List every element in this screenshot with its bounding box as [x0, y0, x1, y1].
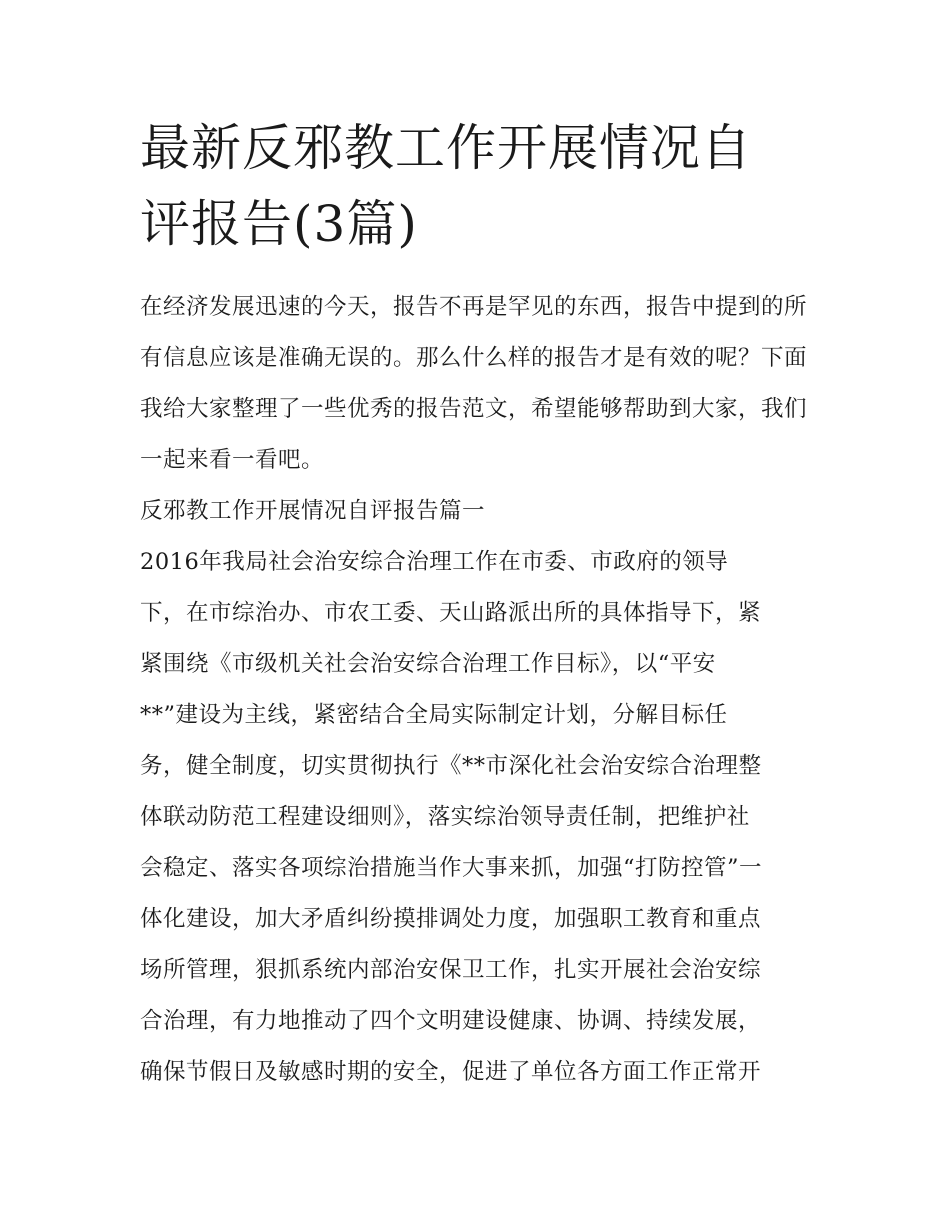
body-paragraph [140, 537, 820, 1098]
body-line: 体联动防范工程建设细则》，落实综治领导责任制，把维护社 [140, 804, 750, 830]
body-line: **”建设为主线，紧密结合全局实际制定计划，分解目标任 [140, 702, 728, 728]
body-line: 下，在市综治办、市农工委、天山路派出所的具体指导下，紧 [140, 600, 762, 626]
body-line: 体化建设，加大矛盾纠纷摸排调处力度，加强职工教育和重点 [140, 906, 762, 932]
body-line: 会稳定、落实各项综治措施当作大事来抓，加强“打防控管”一 [140, 855, 763, 881]
body-line: 紧围绕《市级机关社会治安综合治理工作目标》，以“平安 [140, 651, 716, 677]
body-line: 确保节假日及敏感时期的安全，促进了单位各方面工作正常开 [140, 1059, 762, 1085]
body-line: 场所管理，狠抓系统内部治安保卫工作，扎实开展社会治安综 [140, 957, 762, 983]
document-title: 最新反邪教工作开展情况自评报告(3篇) [140, 119, 752, 253]
body-line: 2016年我局社会治安综合治理工作在市委、市政府的领导 [140, 549, 729, 575]
section-heading: 反邪教工作开展情况自评报告篇一 [140, 498, 486, 524]
document-page [140, 110, 820, 1098]
body-line: 合治理，有力地推动了四个文明建设健康、协调、持续发展， [140, 1008, 762, 1034]
body-line: 务，健全制度，切实贯彻执行《**市深化社会治安综合治理整 [140, 753, 762, 779]
intro-paragraph: 在经济发展迅速的今天，报告不再是罕见的东西，报告中提到的所有信息应该是准确无误的。那么什么样的报告才是有效的呢？下面我给大家整理了一些优秀的报告范文，希望能够帮助到大家，我们一起来看一看吧。 [140, 294, 808, 473]
